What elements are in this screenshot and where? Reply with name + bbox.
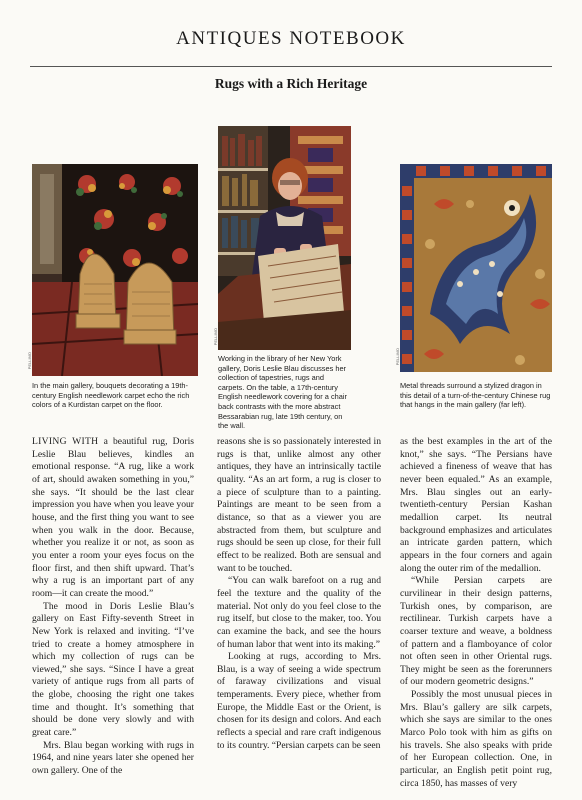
article-lead-in: LIVING WITH [32, 436, 99, 447]
section-title: ANTIQUES NOTEBOOK [176, 28, 406, 49]
article-column-2 [217, 436, 381, 752]
photo-chinese-dragon-rug-image [400, 164, 552, 372]
article-column-1 [32, 436, 194, 778]
photo-doris-leslie-blau [218, 126, 351, 350]
header-rule [30, 66, 552, 67]
photo-doris-leslie-blau-image [218, 126, 351, 350]
photo-gallery-chairs [32, 164, 198, 376]
caption-left: In the main gallery, bouquets decorating a 19th-century English needlework carpet echo the rich colors of a Kurdistan carpet on the floor. [32, 381, 190, 410]
photo-gallery-chairs-image [32, 164, 198, 376]
article-paragraph: reasons she is so passionately interested in rugs is that, unlike almost any other antiques, they have an intrinsically tactile quality. “As an art form, a rug is closer to a piece of sculpture than to a painting. Paintings are meant to be seen from a distance, so that as a viewer you are abstracted from them, but sculpture and rugs should be seen up close, for their full effect to be realized. Both are sensual and want to be touched. [217, 436, 381, 574]
photo-credit-left: PELLIMO [27, 352, 32, 370]
photo-credit-right: PELLIMO [395, 348, 400, 366]
caption-center: Working in the library of her New York gallery, Doris Leslie Blau discusses her collection of tapestries, rugs and carpets. On the table, a 17th-century English needlework covering for a chair back contrasts with the more abstract Bessarabian rug, late 19th century, on the wall. [218, 354, 347, 431]
article-paragraph: “While Persian carpets are curvilinear in their design patterns, Turkish ones, by comparison, are rectilinear. Turkish carpets have a coarser texture and weave, a boldness of pattern and a flamboyance of color not often seen in other Oriental rugs. They might be seen as the forerunners of our modern geometric designs.” [400, 575, 552, 688]
article-paragraph: LIVING WITH a beautiful rug, Doris Leslie Blau believes, kindles an emotional response. “A rug, like a work of art, should awaken something in you,” she says. “It should be the last clear impression you have when you leave your house, and the first thing you want to see when you walk in the door. Because, whether you realize it or not, as soon as you enter a room your eyes focus on the floor first, and then shift upward. That’s why a rug is an important part of any room—it can create the mood.” [32, 436, 194, 599]
article-paragraph: “You can walk barefoot on a rug and feel the texture and the quality of the material. Not only do you feel close to the rug itself, but close to the maker, too. You can examine the back, and see the hours of human labor that went into its making.” [217, 575, 381, 650]
photo-chinese-dragon-rug [400, 164, 552, 372]
article-paragraph: Mrs. Blau began working with rugs in 1964, and nine years later she opened her own gallery. One of the [32, 739, 194, 777]
caption-right: Metal threads surround a stylized dragon in this detail of a turn-of-the-century Chinese rug that hangs in the main gallery (far left). [400, 381, 551, 410]
article-subtitle: Rugs with a Rich Heritage [214, 76, 368, 91]
article-paragraph: Possibly the most unusual pieces in Mrs. Blau’s gallery are silk carpets, which she says are similar to the ones Marco Polo took with him as gifts on his travels. She also speaks with pride of her European collection. One, in particular, an English petit point rug, circa 1850, has masses of very [400, 689, 552, 789]
article-paragraph: Looking at rugs, according to Mrs. Blau, is a way of seeing a wide spectrum of faraway civilizations and visual temperaments. Every piece, whether from Europe, the Middle East or the Orient, is chosen for its design and colors. And each reflects a special and rare craft indigenous to its country. “Persian carpets can be seen [217, 651, 381, 751]
article-paragraph: as the best examples in the art of the knot,” she says. “The Persians have achieved a fineness of weave that has never been equaled.” As an example, Mrs. Blau singles out an early-twentieth-century Persian Kashan medallion carpet. Its neutral background emphasizes and articulates an intricate garden pattern, which appears in the four corners and again along the outer rim of the medallion. [400, 436, 552, 574]
article-paragraph: The mood in Doris Leslie Blau’s gallery on East Fifty-seventh Street in New York is relaxed and inviting. “I’ve tried to create a homey atmosphere in which my collection of rugs can be viewed,” she says. “Since I have a great variety of antique rugs from all parts of the globe, choosing the right one takes time and thought. It’s something that should be done very slowly and with great care.” [32, 600, 194, 739]
article-column-3 [400, 436, 552, 790]
photo-credit-center: PELLIMO [213, 328, 218, 346]
